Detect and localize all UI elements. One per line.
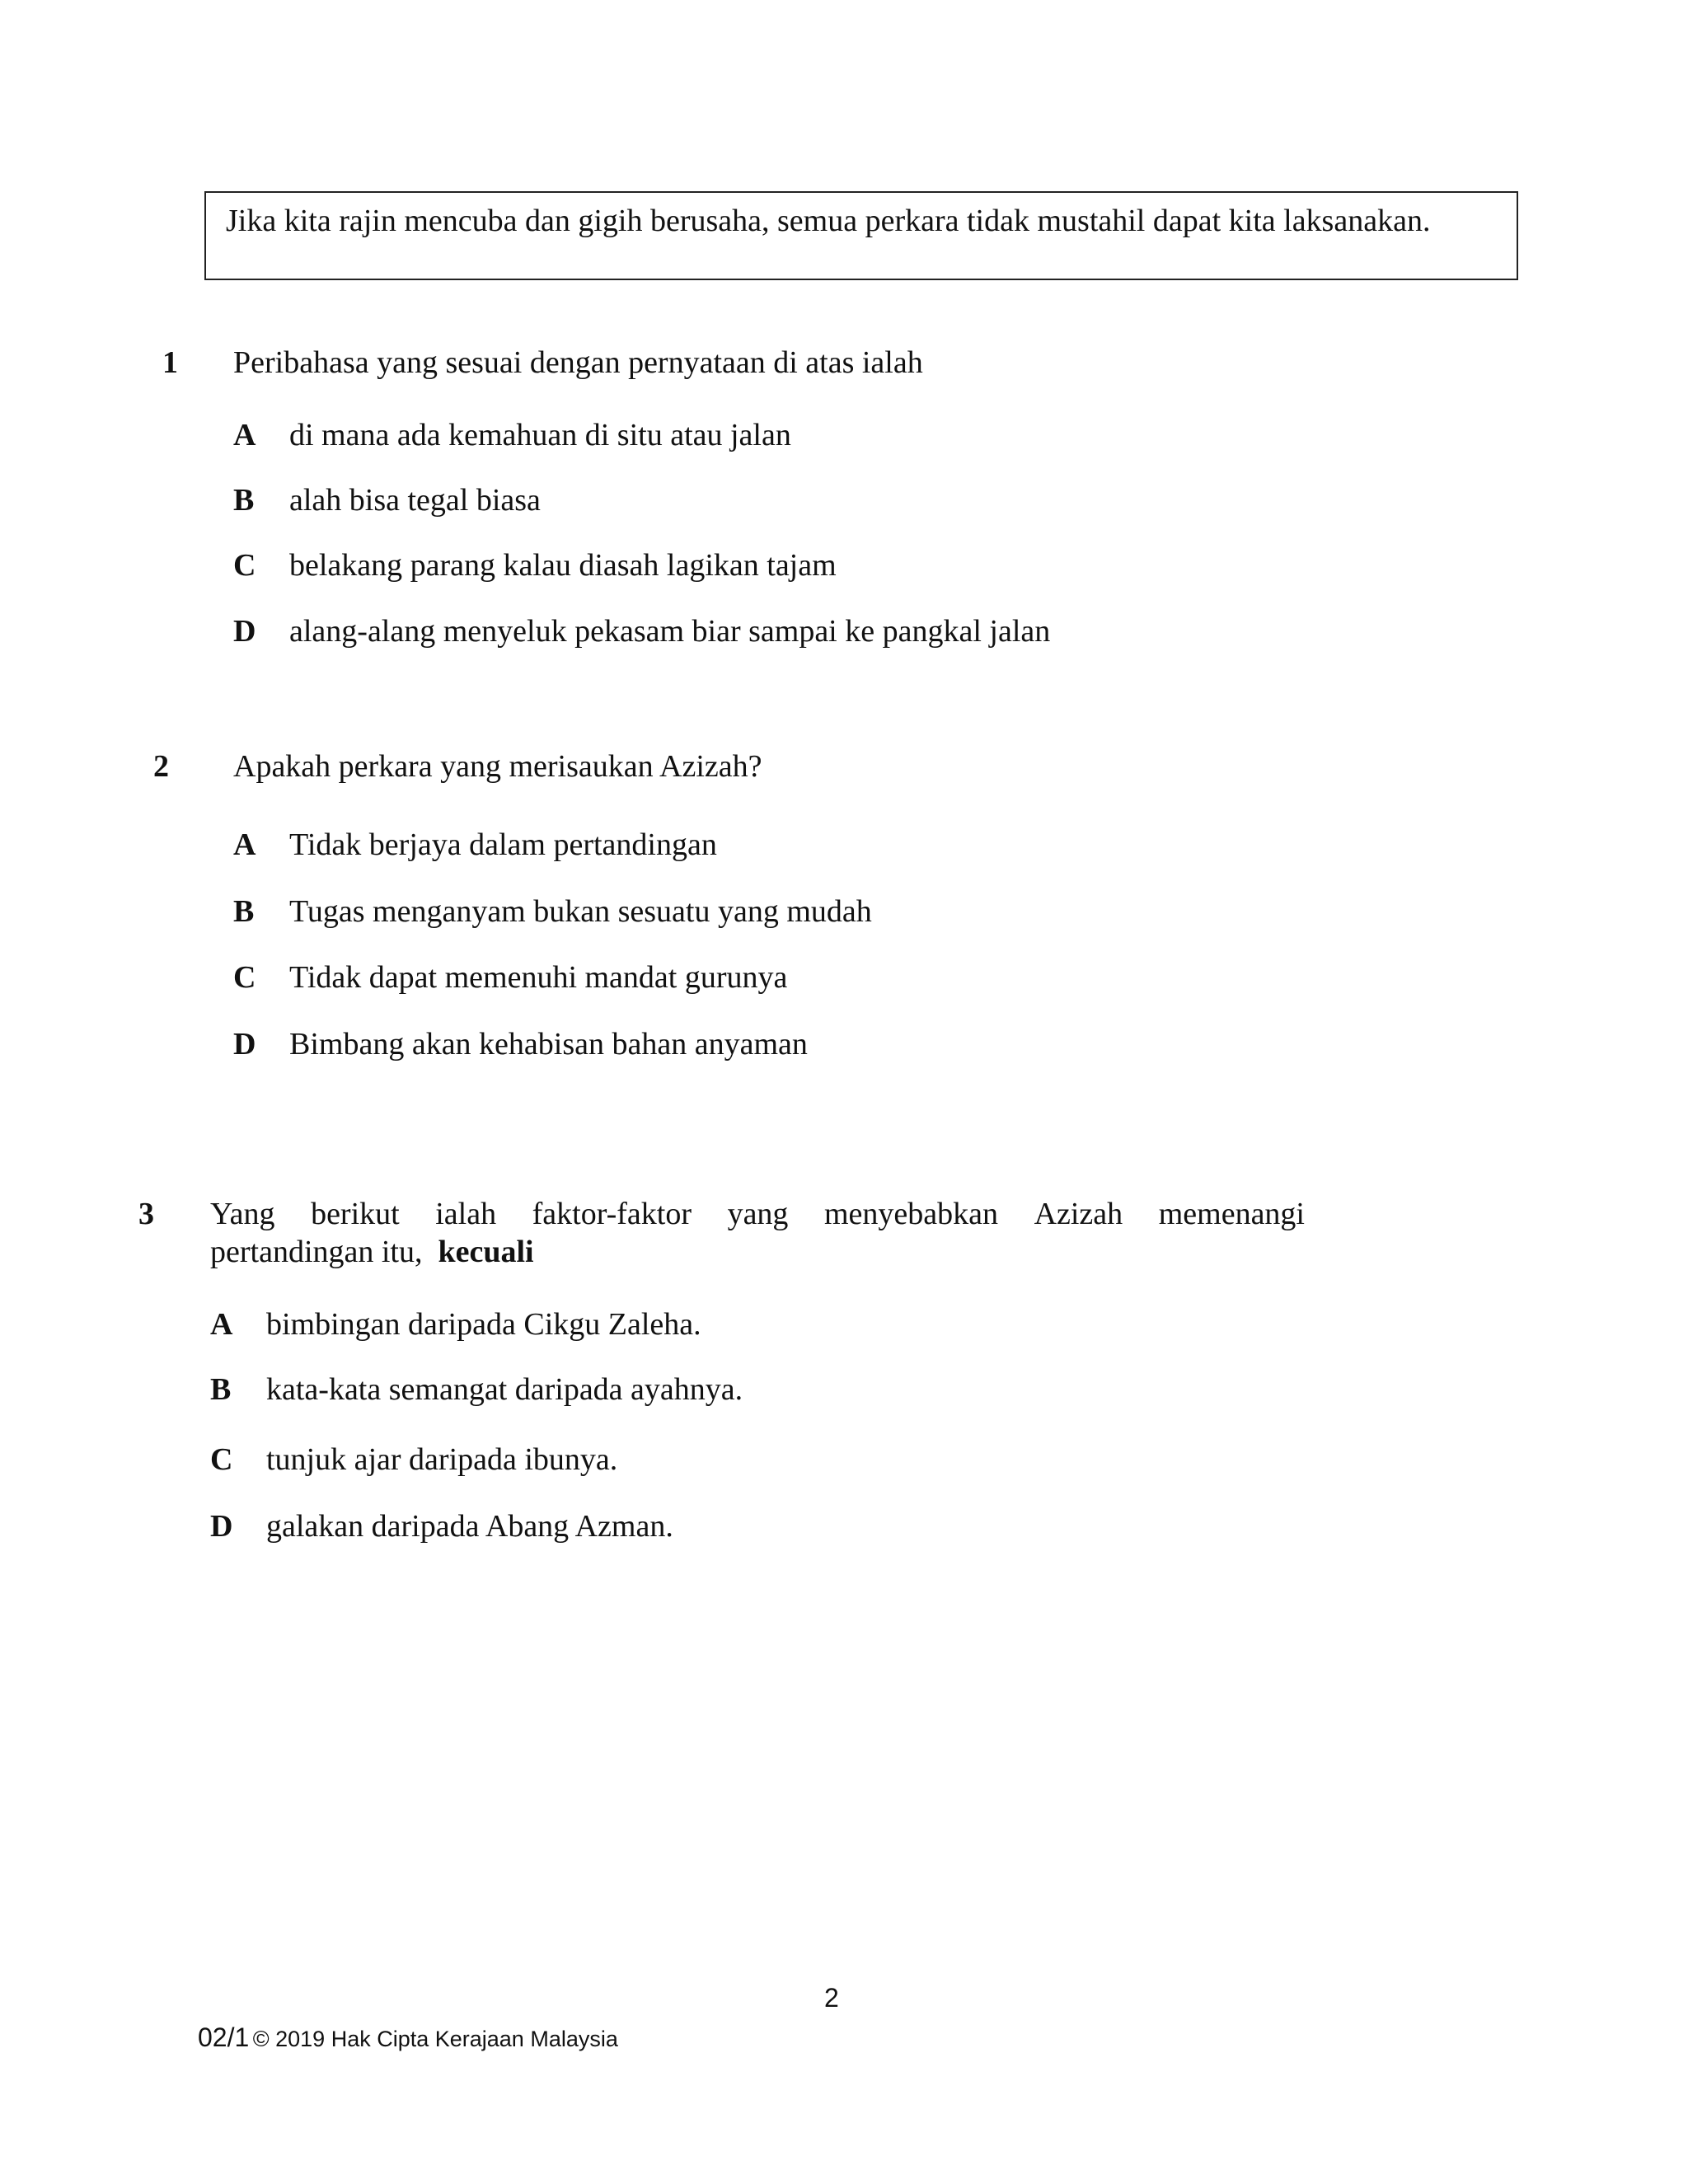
question-3-word: faktor-faktor (532, 1197, 692, 1231)
paper-code: 02/1 (198, 2022, 250, 2052)
question-3-text-line2 (210, 1233, 534, 1271)
question-2-option-a-text: Tidak berjaya dalam pertandingan (289, 827, 717, 862)
question-2-number: 2 (153, 749, 169, 784)
question-1-option-b-text: alah bisa tegal biasa (289, 483, 541, 518)
question-1-option-d-letter: D (233, 614, 256, 649)
question-3-word: Azizah (1034, 1197, 1123, 1231)
page-number: 2 (824, 1983, 839, 2013)
question-3-number: 3 (138, 1197, 154, 1231)
question-3-text-line1 (210, 1195, 1305, 1233)
question-1-option-c-letter: C (233, 548, 256, 583)
question-2-option-b-text: Tugas menganyam bukan sesuatu yang mudah (289, 894, 872, 929)
question-2-option-c-text: Tidak dapat memenuhi mandat gurunya (289, 960, 788, 995)
copyright-notice: © 2019 Hak Cipta Kerajaan Malaysia (252, 2027, 618, 2051)
statement-text: Jika kita rajin mencuba dan gigih berusaha, semua perkara tidak mustahil dapat kita laksanakan. (226, 204, 1431, 238)
question-1-option-c-text: belakang parang kalau diasah lagikan tajam (289, 548, 837, 583)
question-2-option-d-text: Bimbang akan kehabisan bahan anyaman (289, 1027, 808, 1062)
question-3-option-a-text: bimbingan daripada Cikgu Zaleha. (266, 1307, 701, 1342)
question-3-word: menyebabkan (823, 1197, 999, 1231)
question-1-option-a-letter: A (233, 418, 256, 452)
question-2-text: Apakah perkara yang merisaukan Azizah? (233, 749, 762, 784)
question-3-word: yang (727, 1197, 789, 1231)
question-3-option-d-text: galakan daripada Abang Azman. (266, 1509, 673, 1544)
question-3-option-b-letter: B (210, 1372, 232, 1407)
question-1-number: 1 (162, 345, 178, 380)
question-3-option-c-letter: C (210, 1442, 233, 1477)
question-1-option-b-letter: B (233, 483, 255, 518)
question-2-option-a-letter: A (233, 827, 256, 862)
question-3-emphasis: kecuali (438, 1235, 534, 1269)
question-3-word: memenangi (1158, 1197, 1305, 1231)
question-3-option-d-letter: D (210, 1509, 233, 1544)
question-3-word: berikut (311, 1197, 400, 1231)
question-3-option-c-text: tunjuk ajar daripada ibunya. (266, 1442, 618, 1477)
question-2-option-b-letter: B (233, 894, 255, 929)
question-2-option-c-letter: C (233, 960, 256, 995)
question-1-option-a-text: di mana ada kemahuan di situ atau jalan (289, 418, 791, 452)
question-3-option-b-text: kata-kata semangat daripada ayahnya. (266, 1372, 743, 1407)
question-2-option-d-letter: D (233, 1027, 256, 1062)
question-3-text-continued: pertandingan itu, (210, 1235, 423, 1269)
question-3-word: ialah (435, 1197, 497, 1231)
question-3-option-a-letter: A (210, 1307, 233, 1342)
question-1-text: Peribahasa yang sesuai dengan pernyataan di atas ialah (233, 345, 923, 380)
footer (198, 2021, 618, 2060)
question-1-option-d-text: alang-alang menyeluk pekasam biar sampai ke pangkal jalan (289, 614, 1051, 649)
question-3-word: Yang (210, 1197, 275, 1231)
